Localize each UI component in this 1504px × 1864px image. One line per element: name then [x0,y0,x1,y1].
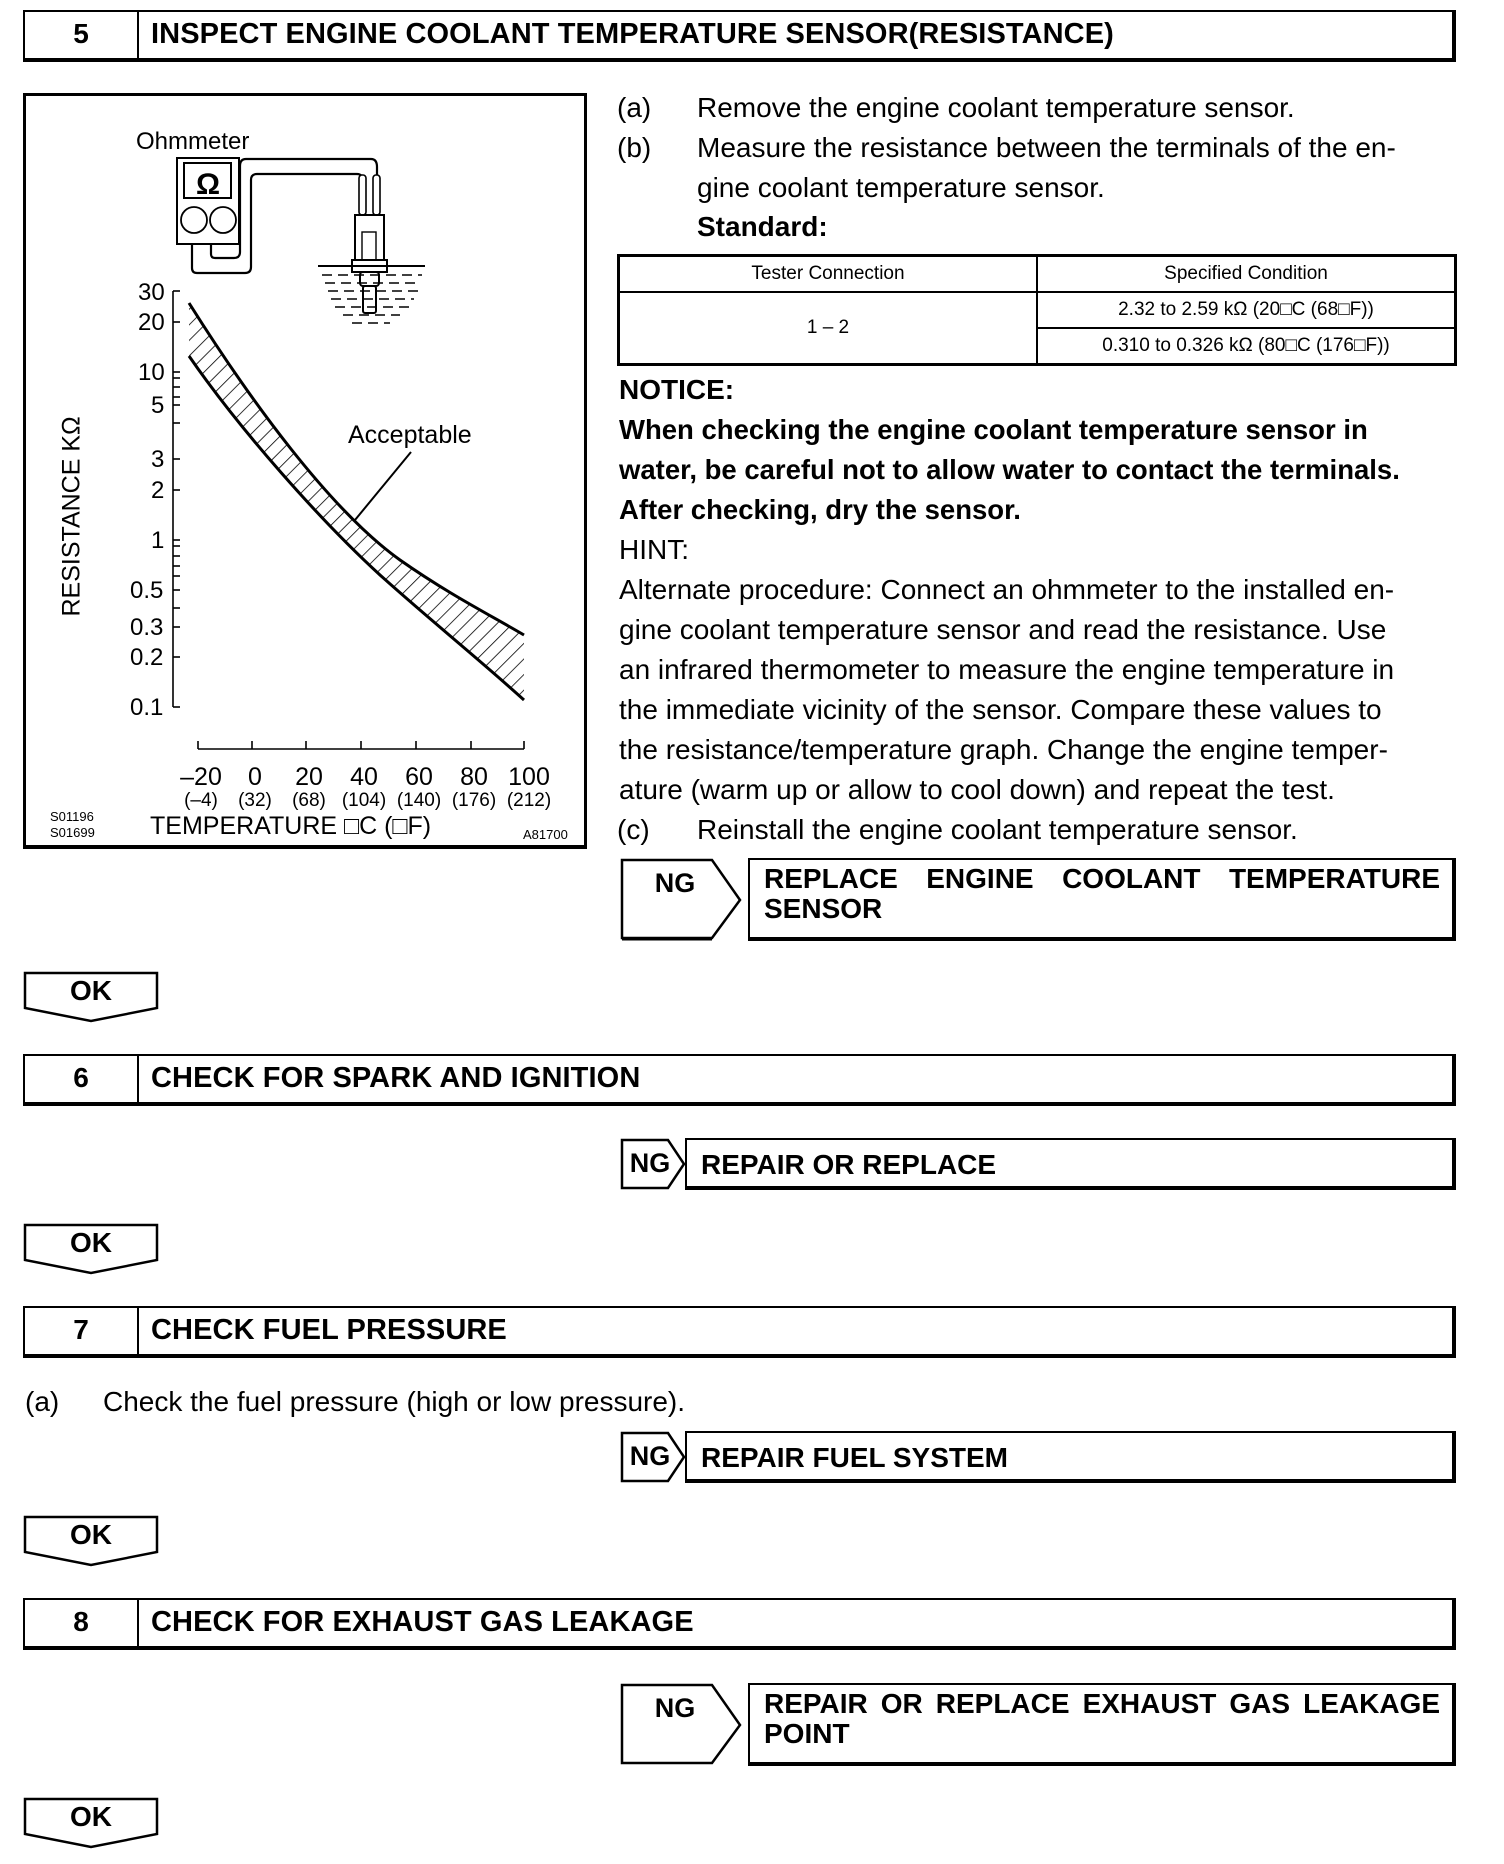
step-label: (b) [617,132,652,163]
ng-label: NG [654,868,696,898]
ref-code: S01196 [50,809,94,824]
notice-text: After checking, dry the sensor. [619,494,1021,525]
x-tick-c: 80 [460,763,488,791]
ref-code: S01699 [50,825,95,840]
step-text: Reinstall the engine coolant temperature sensor. [697,814,1298,845]
y-axis [173,291,180,707]
x-tick-c: 20 [295,763,323,791]
y-tick: 3 [151,446,165,473]
ok-arrow[interactable] [23,971,159,1031]
x-tick-c: 60 [405,763,433,791]
ohmmeter-label: Ohmmeter [136,128,250,155]
y-tick: 0.2 [130,644,164,671]
figure-drawing [26,96,584,845]
x-tick-f: (32) [238,790,272,811]
x-tick-f: (68) [292,790,326,811]
notice-label: NOTICE: [619,374,735,405]
ng-arrow[interactable] [620,1431,686,1483]
step-7-header [23,1306,1456,1358]
hint-text: an infrared thermometer to measure the engine temperature in [619,654,1395,685]
y-axis-label: RESISTANCE KΩ [57,416,86,617]
resistance-temperature-figure [23,93,587,849]
ok-arrow[interactable] [23,1797,159,1857]
ng-result-box[interactable] [685,1431,1456,1483]
ok-label: OK [70,1801,112,1832]
ng-label: NG [629,1148,671,1178]
specified-condition-cell: 0.310 to 0.326 kΩ (80□C (176□F)) [1037,328,1456,365]
ng-arrow[interactable] [620,1683,742,1766]
x-tick-c: 0 [248,763,262,791]
acceptable-band [189,303,524,700]
y-tick: 0.5 [130,577,164,604]
x-tick-f: (104) [341,790,387,811]
hint-text: the immediate vicinity of the sensor. Compare these values to [619,694,1382,725]
x-tick-c: 100 [508,763,550,791]
spec-table [617,254,1457,366]
y-tick: 0.3 [130,614,164,641]
x-axis [198,741,524,749]
step-text: Check the fuel pressure (high or low pressure). [103,1386,686,1417]
col-header: Specified Condition [1037,256,1456,293]
coolant-sensor-icon [318,215,425,323]
step-label: (a) [617,92,652,123]
hint-text: gine coolant temperature sensor and read the resistance. Use [619,614,1387,645]
ng-result-text: REPLACE ENGINE COOLANT TEMPERATURE SENSOR [764,863,1440,924]
x-tick-f: (–4) [184,790,218,811]
ng-result-box[interactable] [748,858,1456,941]
ng-result-text: REPAIR FUEL SYSTEM [701,1442,1009,1473]
step-title: CHECK FUEL PRESSURE [151,1314,507,1346]
ok-arrow[interactable] [23,1515,159,1575]
x-axis-label: TEMPERATURE □C (□F) [150,812,432,840]
ng-result-text: REPAIR OR REPLACE [701,1149,997,1180]
col-header: Tester Connection [619,256,1038,293]
standard-label: Standard: [697,211,828,242]
x-tick-c: –20 [180,763,222,791]
notice-text: water, be careful not to allow water to contact the terminals. [619,454,1400,485]
y-tick: 0.1 [130,694,164,721]
y-tick: 20 [138,309,165,336]
step-6-header [23,1054,1456,1106]
ng-result-text: REPAIR OR REPLACE EXHAUST GAS LEAKAGE POINT [764,1688,1440,1749]
ng-arrow[interactable] [620,858,742,941]
ok-label: OK [70,1227,112,1258]
y-tick: 5 [151,392,165,419]
hint-text: ature (warm up or allow to cool down) and repeat the test. [619,774,1335,805]
y-tick: 30 [138,279,165,306]
hint-label: HINT: [619,534,689,565]
step-title: CHECK FOR EXHAUST GAS LEAKAGE [151,1606,694,1638]
x-tick-f: (212) [506,790,552,811]
table-header-row [619,256,1456,293]
ok-label: OK [70,975,112,1006]
ok-arrow[interactable] [23,1223,159,1283]
ng-arrow[interactable] [620,1138,686,1190]
step-title: INSPECT ENGINE COOLANT TEMPERATURE SENSOR(RESISTANCE) [151,18,1114,50]
specified-condition-cell: 2.32 to 2.59 kΩ (20□C (68□F)) [1037,292,1456,328]
ng-result-box[interactable] [748,1683,1456,1766]
notice-text: When checking the engine coolant temperature sensor in [619,414,1368,445]
x-tick-c: 40 [350,763,378,791]
acceptable-leader-line [355,452,411,520]
acceptable-label: Acceptable [348,421,472,449]
ok-label: OK [70,1519,112,1550]
ng-label: NG [654,1693,696,1723]
step-text: gine coolant temperature sensor. [697,172,1105,203]
y-tick: 10 [138,359,165,386]
step-8-header [23,1598,1456,1650]
step-number: 8 [25,1600,139,1646]
step-text: Measure the resistance between the terminals of the en- [697,132,1396,163]
step-number: 5 [25,12,139,58]
y-tick: 1 [151,527,165,554]
hint-text: Alternate procedure: Connect an ohmmeter to the installed en- [619,574,1395,605]
table-row [619,292,1456,328]
step-5-header [23,10,1456,62]
tester-connection-cell: 1 – 2 [619,292,1038,365]
ng-result-box[interactable] [685,1138,1456,1190]
ohm-symbol-icon: Ω [196,168,221,201]
ng-label: NG [629,1441,671,1471]
step-title: CHECK FOR SPARK AND IGNITION [151,1062,641,1094]
y-tick: 2 [151,477,165,504]
step-label: (a) [25,1386,60,1417]
step-number: 7 [25,1308,139,1354]
hint-text: the resistance/temperature graph. Change the engine temper- [619,734,1388,765]
step-text: Remove the engine coolant temperature sensor. [697,92,1295,123]
x-tick-f: (140) [396,790,442,811]
step-number: 6 [25,1056,139,1102]
x-tick-f: (176) [451,790,497,811]
step-label: (c) [617,814,650,845]
figure-id: A81700 [523,827,568,842]
